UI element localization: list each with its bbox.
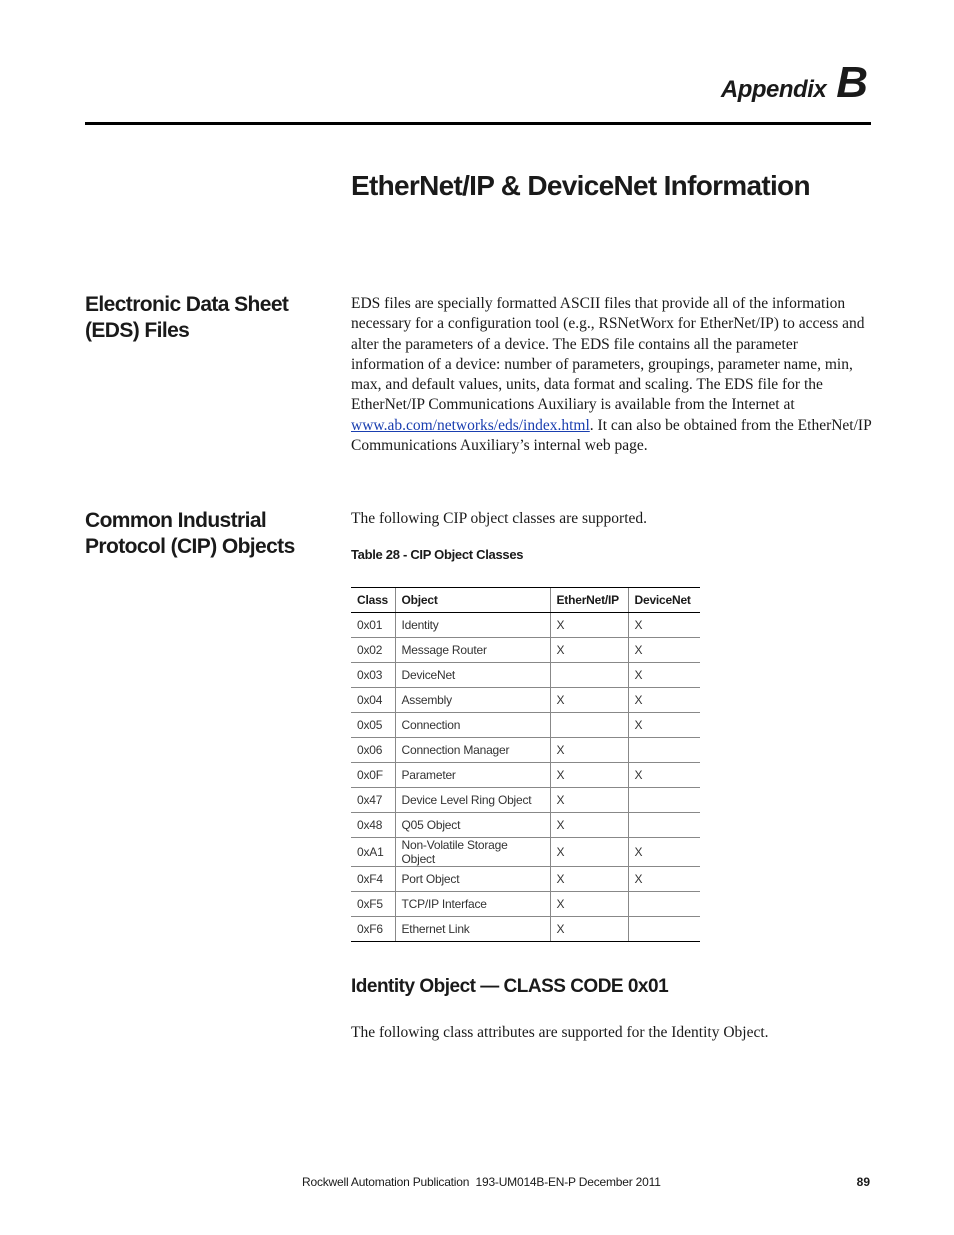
ethernetip-cell: X [550,738,628,763]
object-cell: Assembly [395,688,550,713]
class-cell: 0xF5 [351,892,395,917]
cip-section-heading: Common Industrial Protocol (CIP) Objects [85,509,295,558]
object-cell: Message Router [395,638,550,663]
class-cell: 0x06 [351,738,395,763]
ethernetip-cell: X [550,638,628,663]
table-row [351,738,700,763]
table-row [351,788,700,813]
ethernetip-cell: X [550,838,628,867]
devicenet-cell [628,738,700,763]
class-cell: 0x02 [351,638,395,663]
object-cell: Q05 Object [395,813,550,838]
devicenet-cell: X [628,663,700,688]
column-header-ethernetip: EtherNet/IP [550,588,628,613]
ethernetip-cell: X [550,613,628,638]
ethernetip-cell: X [550,867,628,892]
cip-object-table [351,587,700,942]
object-cell: Parameter [395,763,550,788]
class-cell: 0x01 [351,613,395,638]
class-cell: 0x47 [351,788,395,813]
class-cell: 0xF6 [351,917,395,942]
ethernetip-cell: X [550,788,628,813]
class-cell: 0x04 [351,688,395,713]
table-caption: Table 28 - CIP Object Classes [351,547,524,562]
table-row [351,713,700,738]
object-cell: Identity [395,613,550,638]
devicenet-cell [628,917,700,942]
class-cell: 0xA1 [351,838,395,867]
column-header-class: Class [351,588,395,613]
identity-object-text: The following class attributes are supported for the Identity Object. [351,1024,769,1041]
table-row [351,867,700,892]
table-row [351,613,700,638]
devicenet-cell: X [628,867,700,892]
ethernetip-cell: X [550,892,628,917]
devicenet-cell [628,788,700,813]
object-cell: Non-Volatile Storage Object [395,838,550,867]
table-row [351,917,700,942]
class-cell: 0xF4 [351,867,395,892]
eds-download-link[interactable]: www.ab.com/networks/eds/index.html [351,416,590,434]
cip-intro: The following CIP object classes are supported. [351,510,648,527]
devicenet-cell: X [628,688,700,713]
table-row [351,688,700,713]
object-cell: DeviceNet [395,663,550,688]
ethernetip-cell: X [550,763,628,788]
table-row [351,892,700,917]
devicenet-cell: X [628,838,700,867]
ethernetip-cell [550,663,628,688]
class-cell: 0x03 [351,663,395,688]
table-row [351,838,700,867]
object-cell: Connection Manager [395,738,550,763]
header-divider [85,122,871,125]
ethernetip-cell: X [550,917,628,942]
table-row [351,763,700,788]
table-row [351,663,700,688]
footer-publication [302,1175,661,1189]
ethernetip-cell: X [550,688,628,713]
table-row [351,638,700,663]
eds-paragraph [351,294,873,456]
object-cell: Port Object [395,867,550,892]
footer-publication-text: Rockwell Automation Publication 193-UM014B-EN-P December 2011 [302,1175,661,1189]
page-number: 89 [856,1175,870,1189]
object-cell: Connection [395,713,550,738]
devicenet-cell: X [628,638,700,663]
devicenet-cell: X [628,613,700,638]
eds-paragraph-text: EDS files are specially formatted ASCII files that provide all of the information necessary for a configuration tool (e.g., RSNetWorx for EtherNet/IP) to access and alter the parameters of a device. The EDS file contains all the parameter information of a device: number of parameters, groupings, parameter name, min, max, and default values, units, data format and scaling. The EDS file for the EtherNet/IP Communications Auxiliary is available from the Internet at [351,295,865,414]
object-cell: Device Level Ring Object [395,788,550,813]
devicenet-cell [628,813,700,838]
class-cell: 0x05 [351,713,395,738]
devicenet-cell: X [628,713,700,738]
class-cell: 0x48 [351,813,395,838]
column-header-devicenet: DeviceNet [628,588,700,613]
object-cell: TCP/IP Interface [395,892,550,917]
column-header-object: Object [395,588,550,613]
eds-section-heading: Electronic Data Sheet (EDS) Files [85,293,289,342]
ethernetip-cell [550,713,628,738]
appendix-letter: B [836,58,868,107]
object-cell: Ethernet Link [395,917,550,942]
appendix-label: Appendix [720,76,827,103]
table-row [351,813,700,838]
appendix-header [721,58,868,108]
page-title: EtherNet/IP & DeviceNet Information [351,170,810,201]
devicenet-cell [628,892,700,917]
ethernetip-cell: X [550,813,628,838]
identity-object-heading: Identity Object — CLASS CODE 0x01 [351,976,669,997]
class-cell: 0x0F [351,763,395,788]
eds-paragraph-text-end: . It can also be obtained from the EtherNet/IP Communications Auxiliary’s internal web page. [351,416,872,455]
table-header-row [351,588,700,613]
devicenet-cell: X [628,763,700,788]
